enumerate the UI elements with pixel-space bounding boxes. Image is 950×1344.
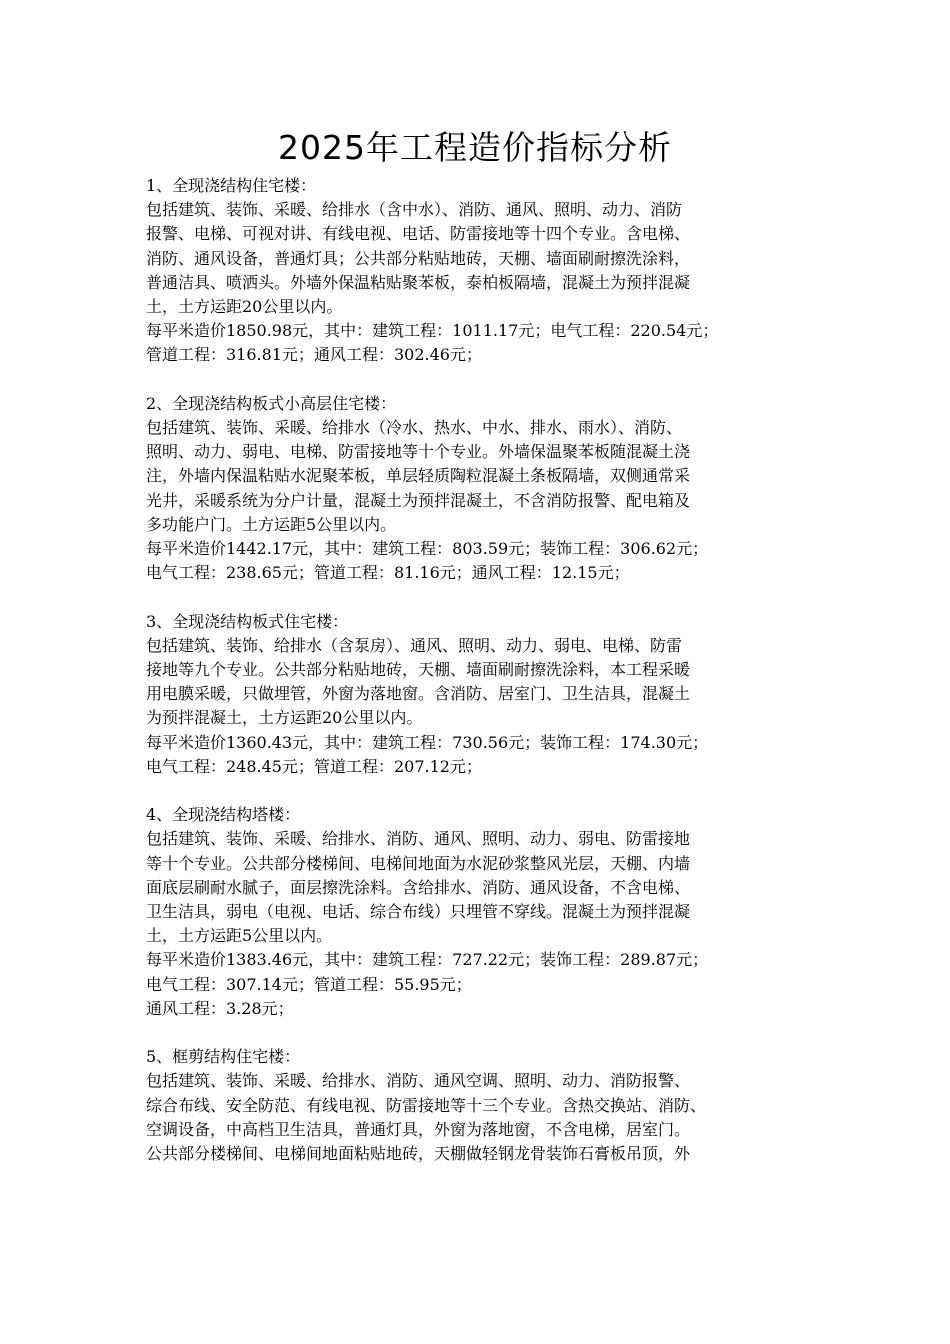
section-description: 包括建筑、装饰、采暖、给排水、消防、通风、照明、动力、弱电、防雷接地 等十个专业。公共部分楼梯间、电梯间地面为水泥砂浆整风光层，天棚、内墙 面底层刷耐水腻子，面层擦洗涂料。含给排水、消防、通风设备，不含电梯、 卫生洁具，弱电（电视、电话、综合布线）只埋管不穿线。混凝土为预拌混凝 土，土方运距5公里以内。 [146,829,691,946]
section-heading: 3、全现浇结构板式住宅楼： [146,611,349,631]
section-description: 包括建筑、装饰、给排水（含泵房）、通风、照明、动力、弱电、电梯、防雷 接地等九个专业。公共部分粘贴地砖，天棚、墙面刷耐擦洗涂料，本工程采暖 用电膜采暖，只做埋管，外窗为落地窗。含消防、居室门、卫生洁具，混凝土 为预拌混凝土，土方运距20公里以内。 [146,635,691,728]
section-cost: 每平米造价1442.17元，其中：建筑工程：803.59元；装饰工程：306.62元； 电气工程：238.65元；管道工程：81.16元；通风工程：12.15元； [146,539,709,583]
section-cost: 每平米造价1383.46元，其中：建筑工程：727.22元；装饰工程：289.87元； 电气工程：307.14元；管道工程：55.95元； 通风工程：3.28元； [146,950,709,1018]
section-description: 包括建筑、装饰、采暖、给排水（含中水）、消防、通风、照明、动力、消防 报警、电梯、可视对讲、有线电视、电话、防雷接地等十四个专业。含电梯、 消防、通风设备，普通灯具；公共部分粘贴地砖，天棚、墙面刷耐擦洗涂料， 普通洁具、喷洒头。外墙外保温粘贴聚苯板，泰柏板隔墙，混凝土为预拌混凝 土，土方运距20公里以内。 [146,200,691,317]
section-3 [146,610,808,779]
section-5 [146,1045,808,1166]
section-heading: 1、全现浇结构住宅楼： [146,176,317,195]
section-1 [146,174,808,368]
section-heading: 5、框剪结构住宅楼： [146,1047,301,1067]
section-4 [146,803,808,1021]
section-cost: 每平米造价1360.43元，其中：建筑工程：730.56元；装饰工程：174.30元； 电气工程：248.45元；管道工程：207.12元； [146,732,709,776]
document-title: 2025年工程造价指标分析 [278,128,672,167]
section-cost: 每平米造价1850.98元，其中：建筑工程：1011.17元；电气工程：220.54元； 管道工程：316.81元；通风工程：302.46元； [146,321,719,365]
section-heading: 4、全现浇结构塔楼： [146,805,301,825]
section-description: 包括建筑、装饰、采暖、给排水（冷水、热水、中水、排水、雨水）、消防、 照明、动力、弱电、电梯、防雷接地等十个专业。外墙保温聚苯板随混凝土浇 注，外墙内保温粘贴水泥聚苯板，单层轻质陶粒混凝土条板隔墙，双侧通常采 光井，采暖系统为分户计量，混凝土为预拌混凝土，不含消防报警、配电箱及 多功能户门。土方运距5公里以内。 [146,418,691,534]
document-body [146,174,808,1166]
section-description: 包括建筑、装饰、采暖、给排水、消防、通风空调、照明、动力、消防报警、 综合布线、安全防范、有线电视、防雷接地等十三个专业。含热交换站、消防、 空调设备，中高档卫生洁具，普通灯具，外窗为落地窗，不含电梯，居室门。 公共部分楼梯间、电梯间地面粘贴地砖，天棚做轻钢龙骨装饰石膏板吊顶，外 [146,1071,707,1164]
section-2 [146,392,808,586]
section-heading: 2、全现浇结构板式小高层住宅楼： [146,393,397,413]
